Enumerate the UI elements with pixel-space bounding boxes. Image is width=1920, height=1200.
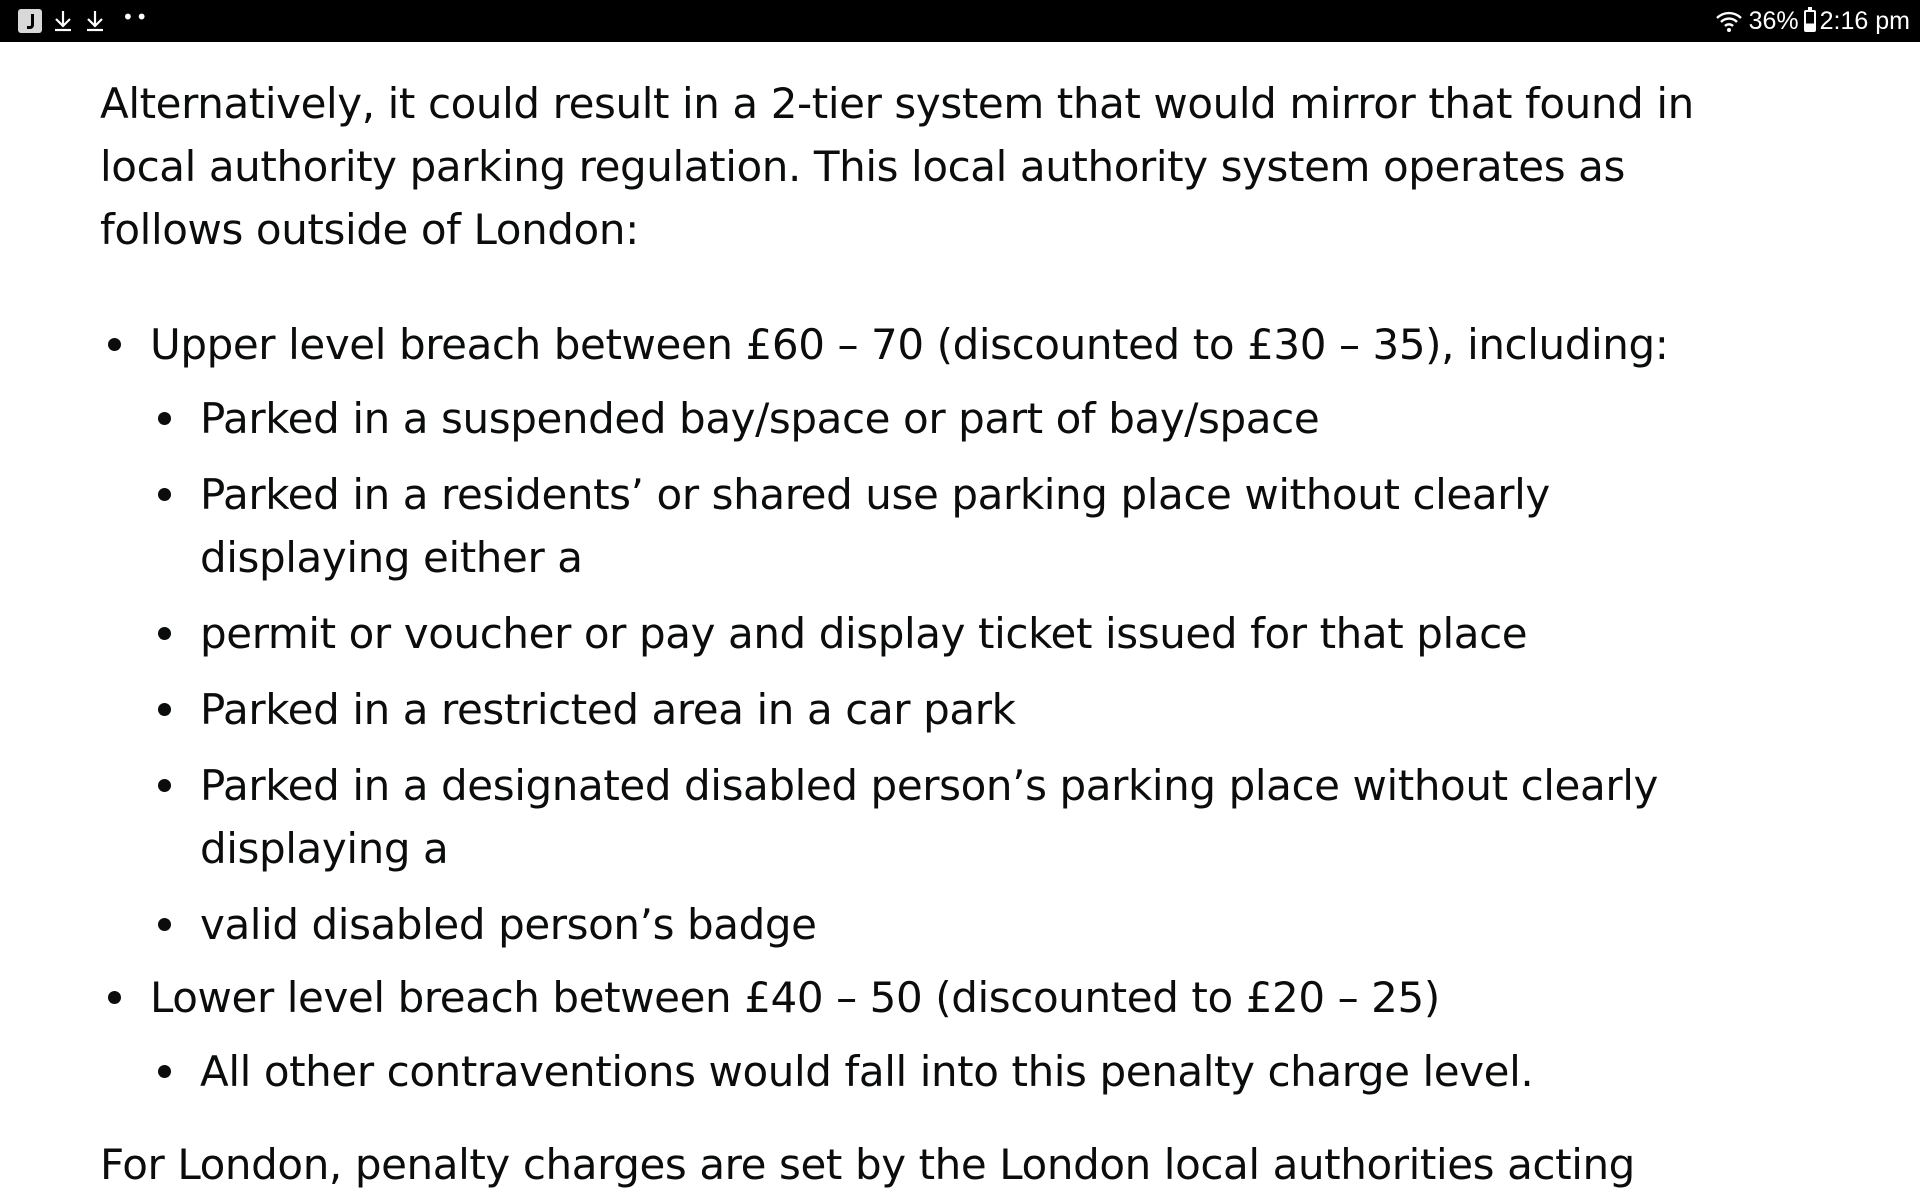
list-item-text: Parked in a residents’ or shared use parking place without clearly displaying either a — [200, 470, 1550, 582]
bullet — [158, 488, 171, 501]
list-item — [150, 754, 1740, 880]
bullet — [108, 338, 121, 351]
intro-paragraph: Alternatively, it could result in a 2-tier system that would mirror that found in local authority parking regulation. This local authority system operates as follows outside of London: — [100, 79, 1694, 254]
list-item-text: Parked in a designated disabled person’s parking place without clearly displaying a — [200, 761, 1658, 873]
list-item — [150, 387, 1740, 450]
list-item — [150, 463, 1740, 589]
bullet — [158, 412, 171, 425]
bullet — [158, 627, 171, 640]
bullet — [158, 1065, 171, 1078]
article-content — [100, 42, 1740, 1196]
download-icon — [52, 9, 74, 33]
list-item — [150, 893, 1740, 956]
upper-level-text: Upper level breach between £60 – 70 (discounted to £30 – 35), including: — [150, 320, 1669, 369]
bullet — [158, 918, 171, 931]
list-item-text: Parked in a suspended bay/space or part of bay/space — [200, 394, 1320, 443]
bullet — [158, 703, 171, 716]
notification-app-icon — [18, 9, 42, 33]
bullet — [108, 991, 121, 1004]
notification-icons — [10, 0, 150, 42]
upper-level-item — [100, 313, 1740, 956]
closing-paragraph: For London, penalty charges are set by the London local authorities acting — [100, 1140, 1635, 1189]
battery-percent: 36% — [1748, 6, 1799, 35]
list-item-text: All other contraventions would fall into this penalty charge level. — [200, 1047, 1534, 1096]
list-item — [150, 602, 1740, 665]
more-notifications-icon: •• — [122, 5, 150, 29]
list-item-text: permit or voucher or pay and display ticket issued for that place — [200, 609, 1528, 658]
list-item-text: Parked in a restricted area in a car park — [200, 685, 1016, 734]
status-bar — [0, 0, 1920, 42]
battery-icon — [1804, 10, 1816, 32]
list-item — [150, 678, 1740, 741]
clock: 2:16 pm — [1819, 6, 1910, 35]
lower-level-examples — [150, 1040, 1740, 1103]
list-item-text: valid disabled person’s badge — [200, 900, 817, 949]
wifi-icon — [1715, 9, 1743, 33]
system-status — [1715, 0, 1910, 42]
lower-level-text: Lower level breach between £40 – 50 (discounted to £20 – 25) — [150, 973, 1440, 1022]
list-item — [150, 1040, 1740, 1103]
lower-level-item — [100, 966, 1740, 1103]
penalty-levels-list — [100, 313, 1740, 1103]
download-icon — [84, 9, 106, 33]
upper-level-examples — [150, 387, 1740, 956]
bullet — [158, 779, 171, 792]
